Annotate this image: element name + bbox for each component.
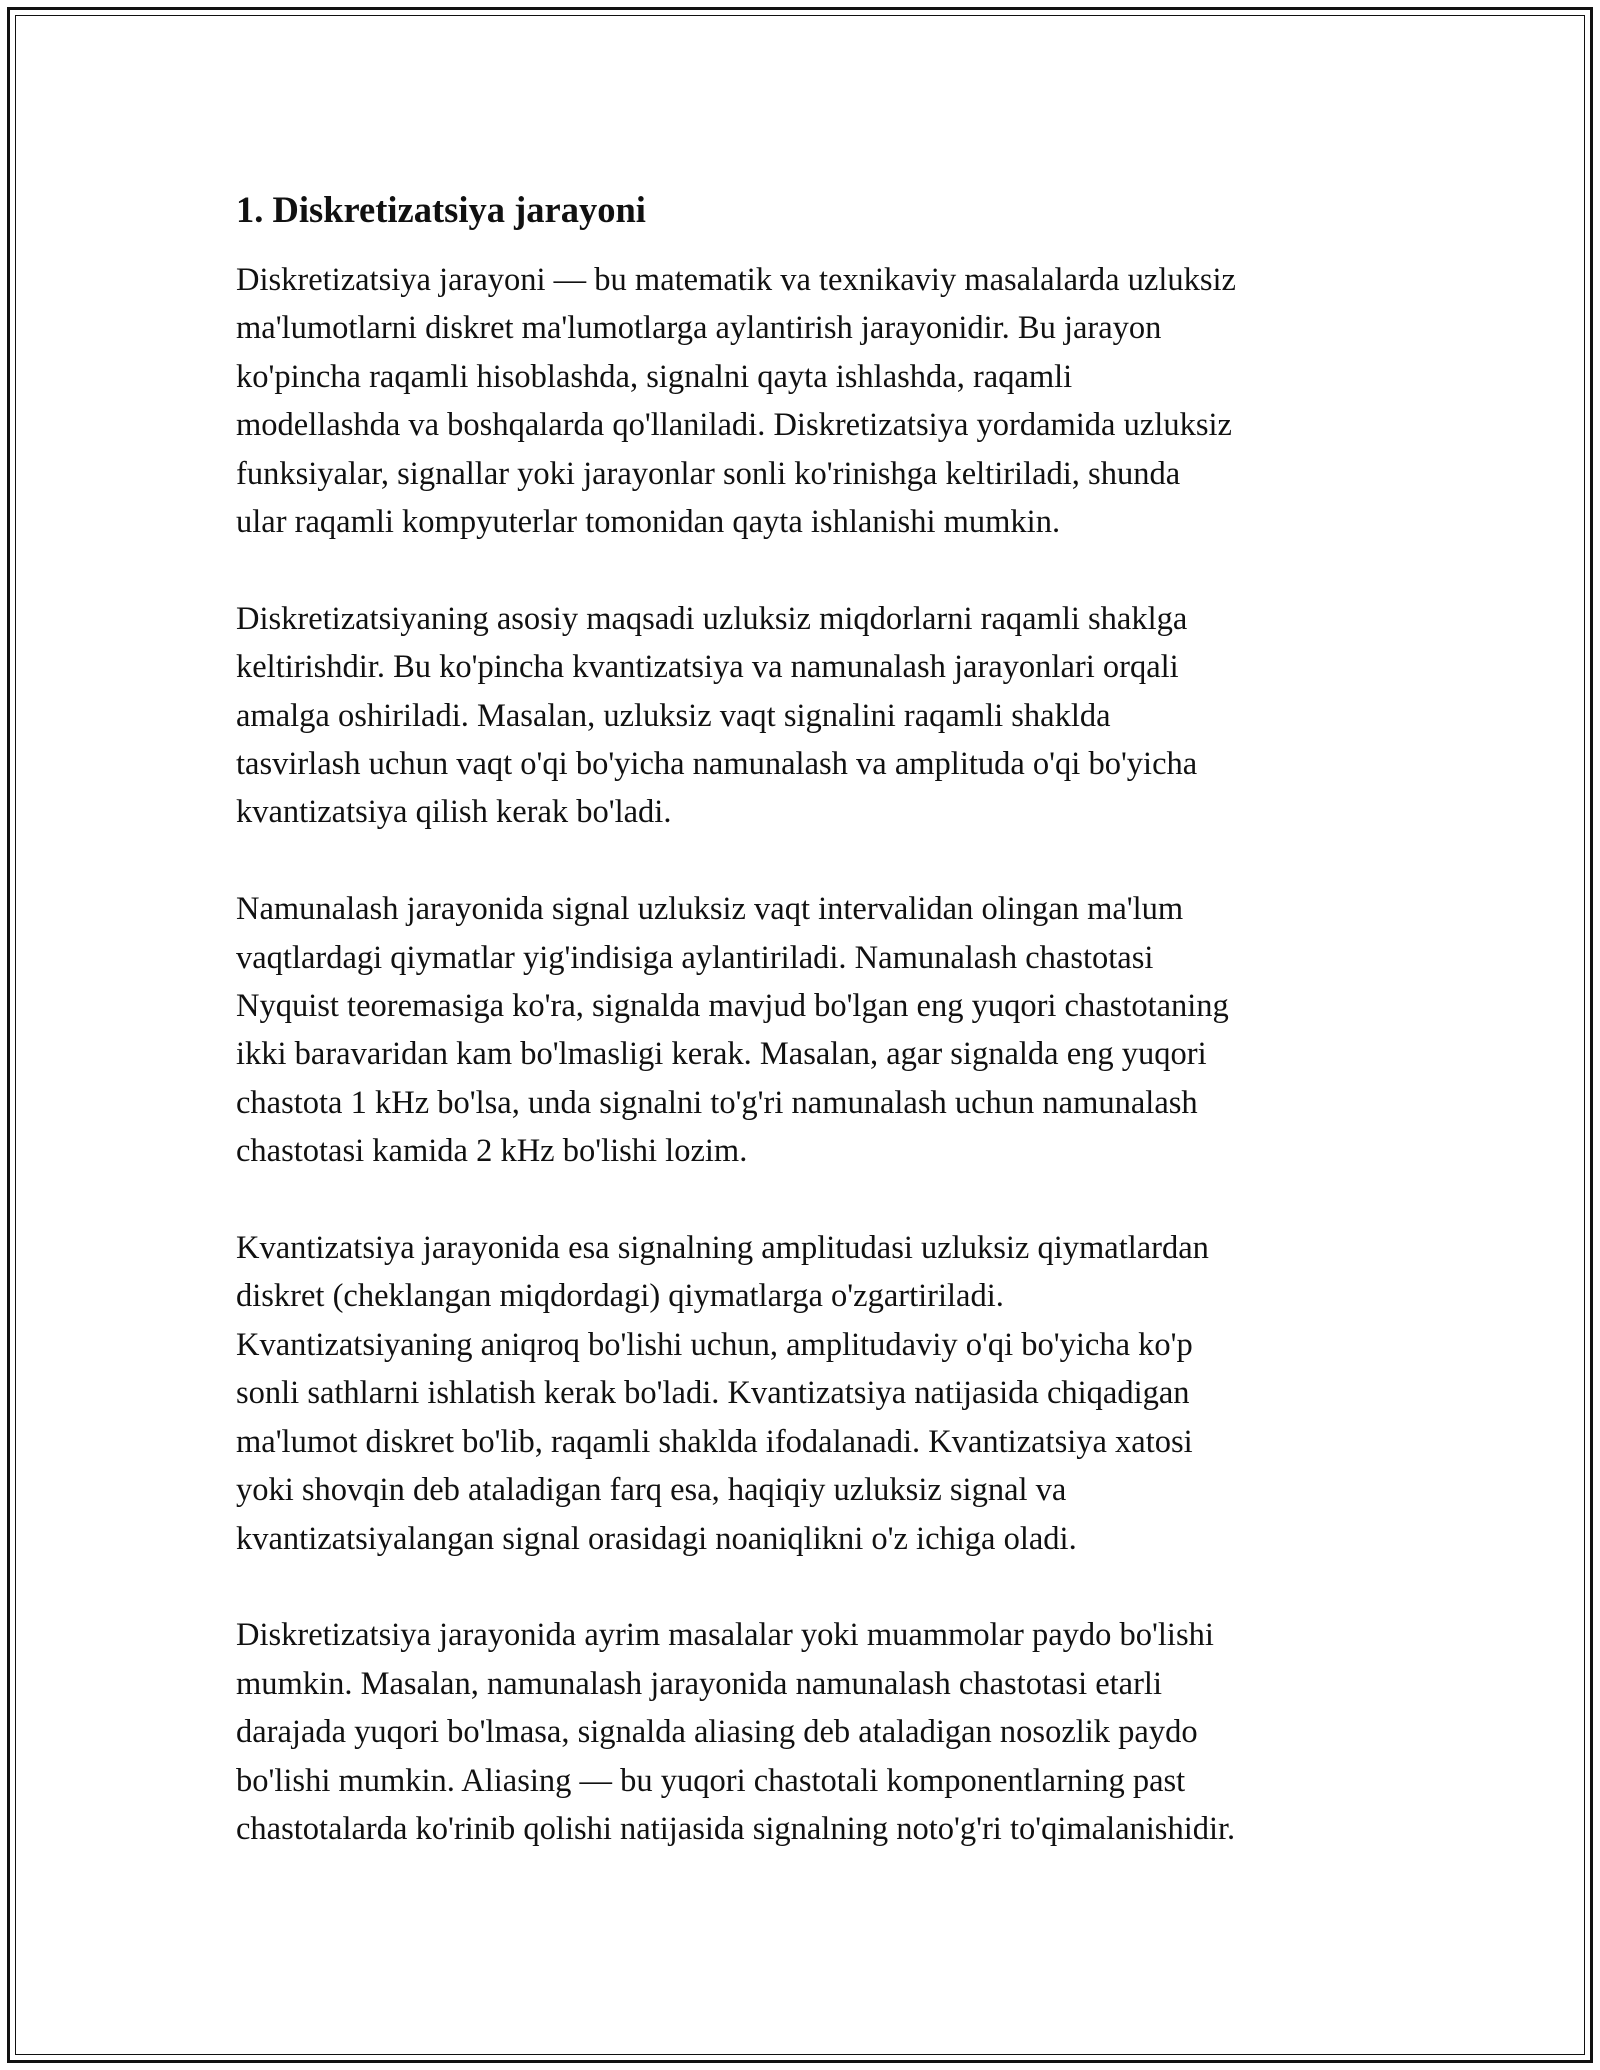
text-line: chastota 1 kHz bo'lsa, unda signalni to'g'ri namunalash uchun namunalash: [236, 1084, 1198, 1121]
paragraph-3: [236, 885, 1376, 1175]
text-line: tasvirlash uchun vaqt o'qi bo'yicha namunalash va amplituda o'qi bo'yicha: [236, 746, 1198, 783]
text-line: diskret (cheklangan miqdordagi) qiymatlarga o'zgartiriladi.: [236, 1278, 1004, 1315]
text-line: funksiyalar, signallar yoki jarayonlar sonli ko'rinishga keltiriladi, shunda: [236, 455, 1181, 492]
paragraph-2: [236, 595, 1376, 837]
text-line: Kvantizatsiyaning aniqroq bo'lishi uchun, amplitudaviy o'qi bo'yicha ko'p: [236, 1326, 1193, 1363]
text-line: Nyquist teoremasiga ko'ra, signalda mavjud bo'lgan eng yuqori chastotaning: [236, 988, 1229, 1025]
text-line: Diskretizatsiya jarayonida ayrim masalalar yoki muammolar paydo bo'lishi: [236, 1617, 1214, 1654]
text-line: amalga oshiriladi. Masalan, uzluksiz vaqt signalini raqamli shaklda: [236, 697, 1111, 734]
text-line: yoki shovqin deb ataladigan farq esa, haqiqiy uzluksiz signal va: [236, 1472, 1067, 1509]
text-line: ko'pincha raqamli hisoblashda, signalni qayta ishlashda, raqamli: [236, 358, 1073, 395]
text-line: chastotalarda ko'rinib qolishi natijasida signalning noto'g'ri to'qimalanishidir.: [236, 1810, 1236, 1847]
text-line: Diskretizatsiya jarayoni — bu matematik va texnikaviy masalalarda uzluksiz: [236, 262, 1236, 298]
text-line: darajada yuqori bo'lmasa, signalda aliasing deb ataladigan nosozlik paydo: [236, 1714, 1198, 1751]
text-line: Namunalash jarayonida signal uzluksiz vaqt intervalidan olingan ma'lum: [236, 891, 1184, 928]
text-line: ma'lumotlarni diskret ma'lumotlarga aylantirish jarayonidir. Bu jarayon: [236, 310, 1162, 347]
text-line: ma'lumot diskret bo'lib, raqamli shaklda ifodalanadi. Kvantizatsiya xatosi: [236, 1423, 1193, 1460]
text-line: sonli sathlarni ishlatish kerak bo'ladi. Kvantizatsiya natijasida chiqadigan: [236, 1375, 1190, 1412]
text-line: ikki baravaridan kam bo'lmasligi kerak. Masalan, agar signalda eng yuqori: [236, 1036, 1207, 1073]
text-line: Diskretizatsiyaning asosiy maqsadi uzluksiz miqdorlarni raqamli shaklga: [236, 600, 1188, 637]
text-line: Kvantizatsiya jarayonida esa signalning amplitudasi uzluksiz qiymatlardan: [236, 1230, 1209, 1267]
document-body: [236, 186, 1376, 1902]
text-line: kvantizatsiyalangan signal orasidagi noaniqlikni o'z ichiga oladi.: [236, 1520, 1077, 1557]
text-line: chastotasi kamida 2 kHz bo'lishi lozim.: [236, 1133, 748, 1170]
paragraph-1: [236, 256, 1376, 546]
text-line: ular raqamli kompyuterlar tomonidan qayta ishlanishi mumkin.: [236, 504, 1061, 541]
text-line: keltirishdir. Bu ko'pincha kvantizatsiya va namunalash jarayonlari orqali: [236, 649, 1179, 686]
paragraph-4: [236, 1224, 1376, 1563]
text-line: bo'lishi mumkin. Aliasing — bu yuqori chastotali komponentlarning past: [236, 1762, 1186, 1799]
text-line: kvantizatsiya qilish kerak bo'ladi.: [236, 794, 672, 831]
paragraph-5: [236, 1611, 1376, 1853]
section-heading: 1. Diskretizatsiya jarayoni: [236, 189, 646, 230]
text-line: modellashda va boshqalarda qo'llaniladi. Diskretizatsiya yordamida uzluksiz: [236, 407, 1232, 444]
text-line: vaqtlardagi qiymatlar yig'indisiga aylantiriladi. Namunalash chastotasi: [236, 939, 1154, 976]
text-line: mumkin. Masalan, namunalash jarayonida namunalash chastotasi etarli: [236, 1665, 1162, 1702]
